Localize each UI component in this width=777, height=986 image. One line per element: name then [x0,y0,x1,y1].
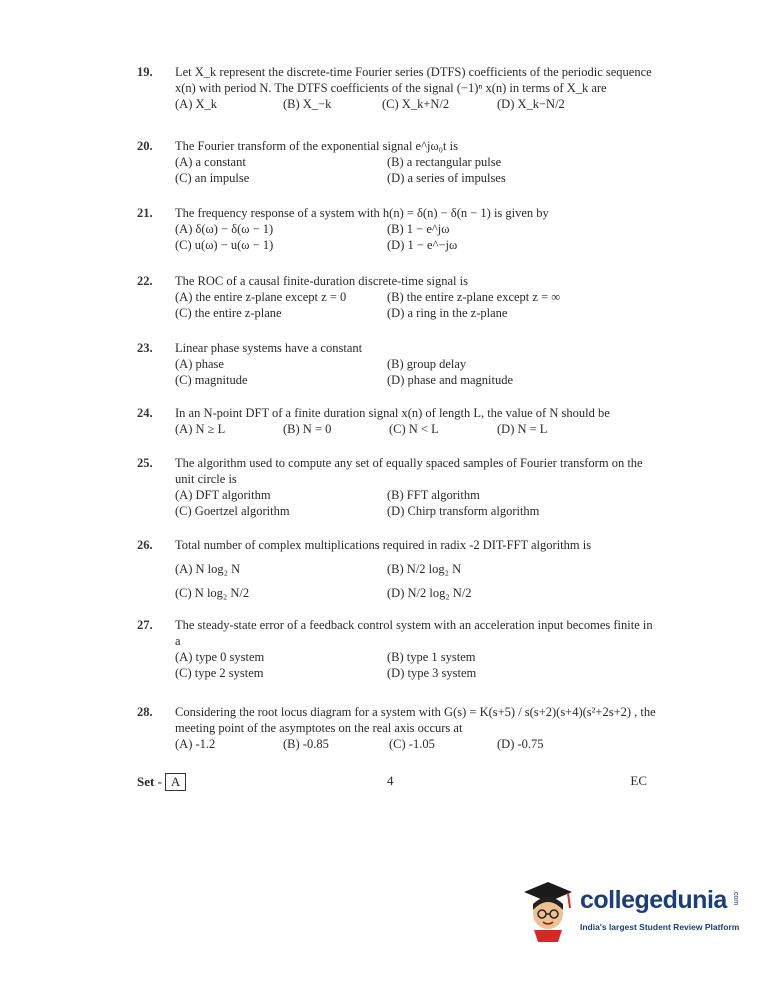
option-a: (A) -1.2 [175,737,216,751]
option-c: (C) type 2 system [175,666,264,680]
options [175,649,657,681]
option-b: (B) -0.85 [283,737,329,751]
question-27 [137,617,657,681]
option-b: (B) N/2 log₂ N [387,562,462,576]
option-b: (B) X_−k [283,97,332,111]
question-26 [137,537,657,609]
question-text: Linear phase systems have a constant [175,341,363,355]
question-number: 21. [137,206,153,220]
question-text: The ROC of a causal finite-duration discrete-time signal is [175,274,468,288]
question-19 [137,64,657,120]
question-number: 27. [137,618,153,632]
option-c: (C) an impulse [175,171,250,185]
options [175,96,657,120]
question-number: 19. [137,65,153,79]
mascot-icon [518,876,578,946]
question-28 [137,704,657,752]
option-b: (B) FFT algorithm [387,488,480,502]
option-b: (B) type 1 system [387,650,476,664]
option-d: (D) phase and magnitude [387,373,514,387]
question-text: The steady-state error of a feedback control system with an acceleration input becomes finite in a [175,618,653,648]
question-text: Let X_k represent the discrete-time Fourier series (DTFS) coefficients of the periodic sequence x(n) with period N. The DTFS coefficients of the signal (−1)ⁿ x(n) in terms of X_k are [175,65,652,95]
option-c: (C) X_k+N/2 [382,97,450,111]
option-b: (B) group delay [387,357,467,371]
question-number: 28. [137,705,153,719]
option-a: (A) type 0 system [175,650,265,664]
question-text: Considering the root locus diagram for a system with G(s) = K(s+5) / s(s+2)(s+4)(s²+2s+2) , the meeting point of the asymptotes on the real axis occurs at [175,705,656,735]
question-23 [137,340,657,388]
option-b: (B) a rectangular pulse [387,155,502,169]
question-text: The Fourier transform of the exponential signal e^jω₀t is [175,139,458,153]
option-d: (D) a series of impulses [387,171,506,185]
question-number: 24. [137,406,153,420]
option-b: (B) the entire z-plane except z = ∞ [387,290,561,304]
question-21 [137,205,657,253]
question-text: In an N-point DFT of a finite duration signal x(n) of length L, the value of N should be [175,406,610,420]
option-c: (C) N < L [389,422,439,436]
option-c: (C) the entire z-plane [175,306,282,320]
options [175,487,657,519]
question-number: 22. [137,274,153,288]
page-number: 4 [387,773,394,788]
option-c: (C) Goertzel algorithm [175,504,290,518]
option-d: (D) 1 − e^−jω [387,238,458,252]
option-d: (D) -0.75 [497,737,544,751]
options [175,221,657,253]
option-d: (D) N/2 log₂ N/2 [387,586,472,600]
question-text: The frequency response of a system with h(n) = δ(n) − δ(n − 1) is given by [175,206,549,220]
set-value-box: A [165,773,186,791]
options [175,356,657,388]
option-c: (C) u(ω) − u(ω − 1) [175,238,274,252]
option-a: (A) N log₂ N [175,562,241,576]
question-number: 20. [137,139,153,153]
logo-tagline: India's largest Student Review Platform [580,922,740,932]
collegedunia-logo [518,876,748,946]
options [175,736,657,752]
option-d: (D) type 3 system [387,666,477,680]
option-b: (B) 1 − e^jω [387,222,450,236]
question-20 [137,138,657,186]
options [175,421,657,437]
options [175,289,657,321]
set-label: Set - A [137,773,186,791]
paper-code: EC [630,773,647,788]
question-22 [137,273,657,321]
option-a: (A) X_k [175,97,218,111]
page-footer [137,773,647,793]
option-d: (D) N = L [497,422,548,436]
option-c: (C) magnitude [175,373,248,387]
option-d: (D) a ring in the z-plane [387,306,508,320]
options [175,561,657,609]
option-a: (A) a constant [175,155,246,169]
question-25 [137,455,657,519]
option-c: (C) -1.05 [389,737,435,751]
option-a: (A) DFT algorithm [175,488,271,502]
question-text: Total number of complex multiplications required in radix -2 DIT-FFT algorithm is [175,538,592,552]
question-number: 26. [137,538,153,552]
option-c: (C) N log₂ N/2 [175,586,250,600]
options [175,154,657,186]
option-d: (D) X_k−N/2 [497,97,565,111]
question-number: 25. [137,456,153,470]
option-b: (B) N = 0 [283,422,332,436]
option-a: (A) δ(ω) − δ(ω − 1) [175,222,274,236]
question-number: 23. [137,341,153,355]
option-a: (A) the entire z-plane except z = 0 [175,290,347,304]
option-a: (A) N ≥ L [175,422,226,436]
logo-wordmark: collegedunia [580,886,727,914]
option-d: (D) Chirp transform algorithm [387,504,540,518]
question-24 [137,405,657,437]
question-text: The algorithm used to compute any set of equally spaced samples of Fourier transform on the unit circle is [175,456,643,486]
option-a: (A) phase [175,357,224,371]
logo-suffix: .com [732,890,739,906]
